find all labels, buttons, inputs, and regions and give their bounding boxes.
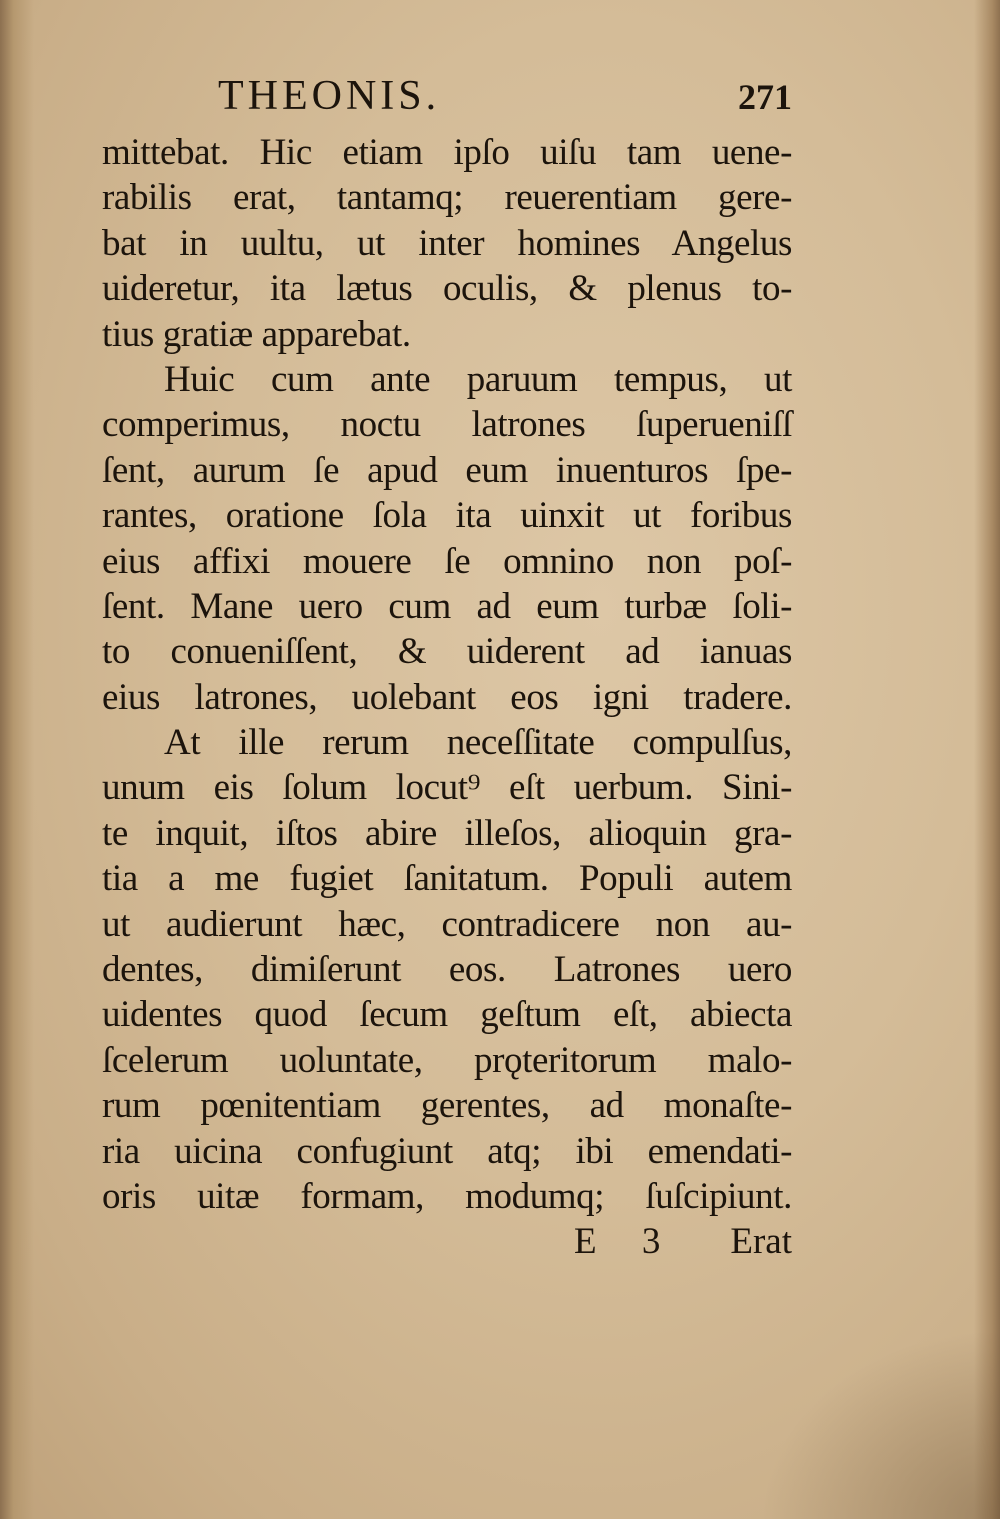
text-line: ſent, aurum ſe apud eum inuenturos ſpe- xyxy=(102,449,792,491)
text-line: uidentes quod ſecum geſtum eſt, abiecta xyxy=(102,994,792,1036)
text-line: unum eis ſolum locut⁹ eſt uerbum. Sini- xyxy=(102,767,792,809)
folio-number: 271 xyxy=(738,77,792,117)
text-line: te inquit, iſtos abire illeſos, alioquin gra- xyxy=(102,812,792,854)
text-line: ſent. Mane uero cum ad eum turbæ ſoli- xyxy=(102,585,792,627)
gutter-shadow xyxy=(0,0,34,1519)
text-line: ria uicina confugiunt atq; ibi emendati- xyxy=(102,1130,792,1172)
corner-shadow xyxy=(760,1329,1000,1519)
text-line: rantes, oratione ſola ita uinxit ut foribus xyxy=(102,495,792,537)
text-line: tia a me fugiet ſanitatum. Populi autem xyxy=(102,858,792,900)
text-block xyxy=(102,72,792,1265)
signature-line xyxy=(102,1219,792,1264)
text-line: eius latrones, uolebant eos igni tradere. xyxy=(102,676,792,718)
text-line: eius affixi mouere ſe omnino non poſ- xyxy=(102,540,792,582)
paragraph-start-line: Huic cum ante paruum tempus, ut xyxy=(164,358,792,400)
text-line: to conueniſſent, & uiderent ad ianuas xyxy=(102,631,792,673)
text-line: ſcelerum uoluntate, prǫteritorum malo- xyxy=(102,1039,792,1081)
page-edge xyxy=(974,0,1000,1519)
running-head: THEONIS. xyxy=(218,73,441,119)
text-line: tius gratiæ apparebat. xyxy=(102,313,411,355)
text-line: bat in uultu, ut inter homines Angelus xyxy=(102,222,792,264)
text-line: mittebat. Hic etiam ipſo uiſu tam uene- xyxy=(102,132,792,173)
text-line: oris uitæ formam, modumq; ſuſcipiunt. xyxy=(102,1175,792,1217)
text-line: comperimus, noctu latrones ſuperueniſſ xyxy=(102,404,792,446)
signature-mark: E 3 xyxy=(574,1221,679,1263)
text-line: dentes, dimiſerunt eos. Latrones uero xyxy=(102,949,792,991)
text-line: uideretur, ita lætus oculis, & plenus to- xyxy=(102,268,792,310)
text-line: ut audierunt hæc, contradicere non au- xyxy=(102,903,792,945)
catchword: Erat xyxy=(730,1221,792,1263)
paragraph-start-line: At ille rerum neceſſitate compulſus, xyxy=(164,722,792,764)
page-header xyxy=(102,72,792,130)
text-line: rum pœnitentiam gerentes, ad monaſte- xyxy=(102,1085,792,1127)
text-line: rabilis erat, tantamq; reuerentiam gere- xyxy=(102,177,792,219)
